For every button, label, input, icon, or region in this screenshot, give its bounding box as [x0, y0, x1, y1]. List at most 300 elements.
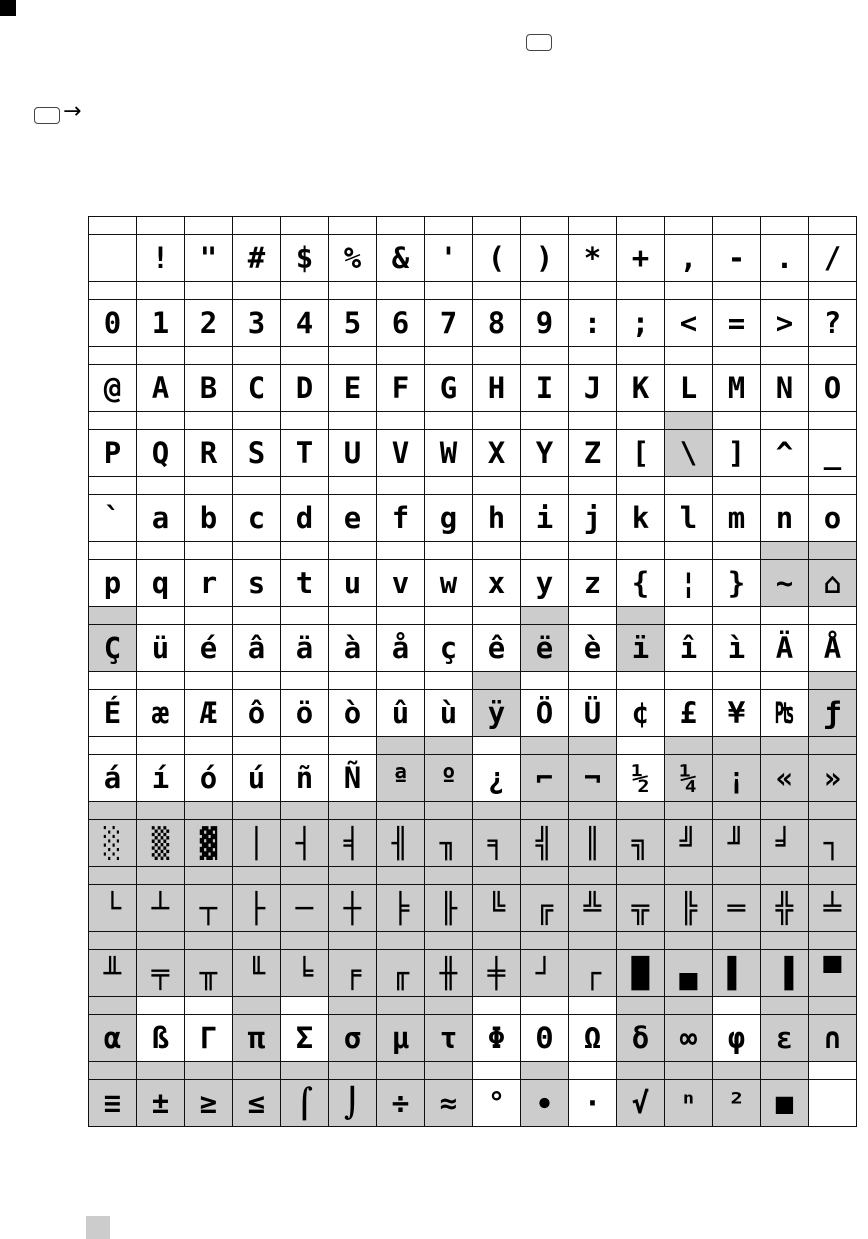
glyph-cell: ≡	[89, 1080, 137, 1127]
glyph-cell: ╟	[425, 885, 473, 932]
glyph-cell: [	[617, 430, 665, 477]
code-cell	[425, 737, 473, 755]
glyph-cell: b	[185, 495, 233, 542]
code-cell	[137, 1062, 185, 1080]
glyph-cell	[809, 1080, 857, 1127]
glyph-cell	[89, 235, 137, 282]
code-cell	[521, 477, 569, 495]
glyph-cell: P	[89, 430, 137, 477]
code-cell	[473, 217, 521, 235]
code-cell	[425, 932, 473, 950]
glyph-cell: ¦	[665, 560, 713, 607]
glyph-cell: W	[425, 430, 473, 477]
code-cell	[329, 412, 377, 430]
glyph-cell: y	[521, 560, 569, 607]
glyph-cell: ▀	[809, 950, 857, 997]
glyph-cell: e	[329, 495, 377, 542]
glyph-cell: Ñ	[329, 755, 377, 802]
glyph-cell: `	[89, 495, 137, 542]
glyph-cell: â	[233, 625, 281, 672]
glyph-cell: ┬	[185, 885, 233, 932]
code-cell	[185, 802, 233, 820]
code-cell	[473, 347, 521, 365]
glyph-cell: ê	[473, 625, 521, 672]
code-row	[89, 477, 857, 495]
code-cell	[521, 282, 569, 300]
glyph-cell: +	[617, 235, 665, 282]
code-row	[89, 542, 857, 560]
corner-mark	[0, 0, 16, 16]
code-cell	[89, 802, 137, 820]
code-cell	[665, 1062, 713, 1080]
glyph-row	[89, 430, 857, 477]
glyph-cell: ù	[425, 690, 473, 737]
code-cell	[89, 997, 137, 1015]
code-cell	[521, 347, 569, 365]
code-cell	[569, 737, 617, 755]
code-cell	[89, 542, 137, 560]
glyph-cell: ä	[281, 625, 329, 672]
glyph-cell: φ	[713, 1015, 761, 1062]
code-cell	[89, 412, 137, 430]
glyph-cell: H	[473, 365, 521, 412]
code-cell	[665, 347, 713, 365]
glyph-cell: å	[377, 625, 425, 672]
glyph-cell: ²	[713, 1080, 761, 1127]
code-cell	[137, 607, 185, 625]
glyph-cell: Å	[809, 625, 857, 672]
code-cell	[89, 1062, 137, 1080]
code-cell	[377, 477, 425, 495]
glyph-cell: 1	[137, 300, 185, 347]
glyph-cell: u	[329, 560, 377, 607]
code-row	[89, 997, 857, 1015]
code-cell	[233, 412, 281, 430]
code-cell	[809, 607, 857, 625]
glyph-cell: '	[425, 235, 473, 282]
glyph-cell: Y	[521, 430, 569, 477]
glyph-cell: ╔	[521, 885, 569, 932]
glyph-cell: 9	[521, 300, 569, 347]
code-cell	[425, 477, 473, 495]
code-row	[89, 802, 857, 820]
code-cell	[377, 867, 425, 885]
glyph-cell: î	[665, 625, 713, 672]
glyph-cell: 6	[377, 300, 425, 347]
glyph-cell: ⌂	[809, 560, 857, 607]
code-cell	[665, 607, 713, 625]
code-cell	[425, 1062, 473, 1080]
code-cell	[377, 932, 425, 950]
glyph-cell: E	[329, 365, 377, 412]
glyph-cell: C	[233, 365, 281, 412]
code-cell	[665, 217, 713, 235]
glyph-cell: \	[665, 430, 713, 477]
code-cell	[425, 347, 473, 365]
glyph-cell: X	[473, 430, 521, 477]
code-cell	[521, 607, 569, 625]
glyph-cell: Ü	[569, 690, 617, 737]
code-cell	[569, 282, 617, 300]
code-row	[89, 282, 857, 300]
code-cell	[233, 672, 281, 690]
code-cell	[377, 1062, 425, 1080]
code-cell	[617, 802, 665, 820]
glyph-cell: ╩	[569, 885, 617, 932]
code-cell	[185, 932, 233, 950]
code-cell	[569, 347, 617, 365]
glyph-cell: p	[89, 560, 137, 607]
code-cell	[473, 802, 521, 820]
glyph-cell: Θ	[521, 1015, 569, 1062]
code-cell	[713, 477, 761, 495]
code-cell	[233, 737, 281, 755]
code-cell	[137, 932, 185, 950]
code-cell	[425, 672, 473, 690]
code-cell	[617, 347, 665, 365]
code-cell	[473, 477, 521, 495]
glyph-cell: J	[569, 365, 617, 412]
glyph-cell: ╜	[713, 820, 761, 867]
code-cell	[569, 1062, 617, 1080]
right-arrow-icon: →	[63, 99, 82, 124]
code-cell	[569, 997, 617, 1015]
glyph-cell: ∙	[521, 1080, 569, 1127]
glyph-row	[89, 365, 857, 412]
code-cell	[617, 672, 665, 690]
glyph-cell: ╡	[329, 820, 377, 867]
glyph-cell: #	[233, 235, 281, 282]
code-cell	[137, 542, 185, 560]
code-cell	[713, 802, 761, 820]
glyph-cell: :	[569, 300, 617, 347]
glyph-cell: U	[329, 430, 377, 477]
glyph-cell: "	[185, 235, 233, 282]
code-cell	[569, 867, 617, 885]
code-cell	[761, 282, 809, 300]
glyph-cell: z	[569, 560, 617, 607]
glyph-cell: q	[137, 560, 185, 607]
code-cell	[281, 737, 329, 755]
glyph-cell: m	[713, 495, 761, 542]
code-cell	[329, 867, 377, 885]
character-code-table	[88, 216, 857, 1127]
glyph-cell: ç	[425, 625, 473, 672]
glyph-cell: ½	[617, 755, 665, 802]
code-cell	[761, 867, 809, 885]
glyph-cell: S	[233, 430, 281, 477]
code-cell	[185, 672, 233, 690]
glyph-cell: ε	[761, 1015, 809, 1062]
glyph-cell: ƒ	[809, 690, 857, 737]
code-cell	[761, 802, 809, 820]
code-cell	[473, 672, 521, 690]
code-cell	[377, 412, 425, 430]
code-cell	[809, 477, 857, 495]
code-cell	[185, 997, 233, 1015]
glyph-cell: ≥	[185, 1080, 233, 1127]
glyph-cell: ░	[89, 820, 137, 867]
glyph-cell: !	[137, 235, 185, 282]
glyph-cell: v	[377, 560, 425, 607]
glyph-row	[89, 235, 857, 282]
code-cell	[473, 737, 521, 755]
code-cell	[377, 282, 425, 300]
glyph-row	[89, 625, 857, 672]
code-cell	[329, 477, 377, 495]
glyph-cell: ╙	[233, 950, 281, 997]
code-cell	[425, 217, 473, 235]
code-cell	[233, 217, 281, 235]
glyph-cell: ∩	[809, 1015, 857, 1062]
code-cell	[89, 672, 137, 690]
glyph-cell: ⁿ	[665, 1080, 713, 1127]
code-cell	[329, 997, 377, 1015]
code-cell	[713, 282, 761, 300]
glyph-cell: à	[329, 625, 377, 672]
code-row	[89, 347, 857, 365]
glyph-cell: ,	[665, 235, 713, 282]
code-cell	[569, 932, 617, 950]
glyph-cell: ╞	[377, 885, 425, 932]
code-cell	[569, 802, 617, 820]
code-cell	[473, 412, 521, 430]
code-cell	[617, 477, 665, 495]
code-cell	[521, 542, 569, 560]
glyph-cell: á	[89, 755, 137, 802]
glyph-cell: ë	[521, 625, 569, 672]
code-cell	[521, 737, 569, 755]
code-cell	[329, 802, 377, 820]
code-cell	[281, 282, 329, 300]
code-cell	[665, 867, 713, 885]
glyph-cell: ╢	[377, 820, 425, 867]
glyph-cell: Æ	[185, 690, 233, 737]
code-cell	[425, 867, 473, 885]
code-cell	[233, 542, 281, 560]
glyph-cell: /	[809, 235, 857, 282]
glyph-cell: 7	[425, 300, 473, 347]
glyph-cell: ├	[233, 885, 281, 932]
glyph-cell: ·	[569, 1080, 617, 1127]
glyph-cell: ∞	[665, 1015, 713, 1062]
glyph-cell: Ö	[521, 690, 569, 737]
glyph-row	[89, 820, 857, 867]
glyph-cell: Σ	[281, 1015, 329, 1062]
glyph-cell: f	[377, 495, 425, 542]
glyph-cell: a	[137, 495, 185, 542]
glyph-cell: ╚	[473, 885, 521, 932]
code-cell	[617, 282, 665, 300]
code-cell	[521, 412, 569, 430]
glyph-cell: ║	[569, 820, 617, 867]
code-cell	[281, 802, 329, 820]
glyph-cell: ╓	[377, 950, 425, 997]
code-cell	[569, 217, 617, 235]
code-cell	[617, 412, 665, 430]
code-cell	[761, 1062, 809, 1080]
glyph-cell: ╖	[425, 820, 473, 867]
code-cell	[665, 672, 713, 690]
glyph-cell: <	[665, 300, 713, 347]
code-cell	[809, 672, 857, 690]
glyph-cell: ╗	[617, 820, 665, 867]
glyph-cell: ╪	[473, 950, 521, 997]
code-cell	[713, 412, 761, 430]
code-cell	[89, 282, 137, 300]
code-cell	[137, 867, 185, 885]
code-cell	[137, 282, 185, 300]
code-cell	[473, 1062, 521, 1080]
code-cell	[665, 997, 713, 1015]
code-cell	[809, 867, 857, 885]
code-cell	[473, 867, 521, 885]
code-cell	[809, 997, 857, 1015]
glyph-cell: °	[473, 1080, 521, 1127]
code-row	[89, 1062, 857, 1080]
glyph-cell: ╘	[281, 950, 329, 997]
glyph-cell: Ω	[569, 1015, 617, 1062]
glyph-cell: K	[617, 365, 665, 412]
glyph-cell: t	[281, 560, 329, 607]
glyph-cell: 4	[281, 300, 329, 347]
code-cell	[713, 347, 761, 365]
code-row	[89, 412, 857, 430]
code-cell	[713, 217, 761, 235]
code-cell	[665, 802, 713, 820]
code-cell	[809, 412, 857, 430]
code-cell	[425, 282, 473, 300]
glyph-cell: ┴	[137, 885, 185, 932]
glyph-cell: ┤	[281, 820, 329, 867]
glyph-cell: ╣	[521, 820, 569, 867]
code-cell	[281, 607, 329, 625]
glyph-cell: ?	[809, 300, 857, 347]
glyph-cell: √	[617, 1080, 665, 1127]
glyph-cell: }	[713, 560, 761, 607]
code-cell	[713, 607, 761, 625]
glyph-cell: %	[329, 235, 377, 282]
code-cell	[329, 1062, 377, 1080]
glyph-cell: ^	[761, 430, 809, 477]
glyph-cell: w	[425, 560, 473, 607]
glyph-row	[89, 950, 857, 997]
glyph-cell: █	[617, 950, 665, 997]
glyph-cell: ╫	[425, 950, 473, 997]
glyph-cell: &	[377, 235, 425, 282]
glyph-cell: $	[281, 235, 329, 282]
glyph-cell: n	[761, 495, 809, 542]
code-cell	[185, 737, 233, 755]
code-cell	[761, 347, 809, 365]
glyph-cell: -	[713, 235, 761, 282]
glyph-cell: ⌡	[329, 1080, 377, 1127]
glyph-cell: >	[761, 300, 809, 347]
code-cell	[137, 997, 185, 1015]
glyph-cell: B	[185, 365, 233, 412]
glyph-cell: Φ	[473, 1015, 521, 1062]
code-cell	[281, 1062, 329, 1080]
glyph-cell: ■	[761, 1080, 809, 1127]
glyph-row	[89, 1080, 857, 1127]
code-cell	[617, 217, 665, 235]
glyph-cell: .	[761, 235, 809, 282]
code-cell	[809, 802, 857, 820]
glyph-cell: h	[473, 495, 521, 542]
glyph-cell: í	[137, 755, 185, 802]
code-cell	[329, 607, 377, 625]
glyph-cell: »	[809, 755, 857, 802]
glyph-cell: *	[569, 235, 617, 282]
glyph-cell: Z	[569, 430, 617, 477]
glyph-cell: ö	[281, 690, 329, 737]
glyph-cell: @	[89, 365, 137, 412]
code-cell	[281, 932, 329, 950]
glyph-cell: û	[377, 690, 425, 737]
glyph-cell: ╧	[809, 885, 857, 932]
code-cell	[521, 672, 569, 690]
code-cell	[713, 672, 761, 690]
code-cell	[89, 347, 137, 365]
key-icon-top	[526, 34, 552, 51]
code-cell	[425, 997, 473, 1015]
glyph-cell: π	[233, 1015, 281, 1062]
code-cell	[329, 542, 377, 560]
code-cell	[569, 412, 617, 430]
code-cell	[761, 477, 809, 495]
glyph-cell: ╕	[473, 820, 521, 867]
code-cell	[329, 672, 377, 690]
glyph-cell: _	[809, 430, 857, 477]
glyph-cell: j	[569, 495, 617, 542]
glyph-cell: G	[425, 365, 473, 412]
code-cell	[761, 412, 809, 430]
code-cell	[185, 607, 233, 625]
code-cell	[761, 542, 809, 560]
code-cell	[617, 997, 665, 1015]
glyph-cell: æ	[137, 690, 185, 737]
code-row	[89, 672, 857, 690]
code-cell	[473, 932, 521, 950]
code-cell	[233, 477, 281, 495]
glyph-cell: ≤	[233, 1080, 281, 1127]
shade-legend-swatch	[86, 1216, 110, 1239]
glyph-cell: ¿	[473, 755, 521, 802]
code-cell	[185, 542, 233, 560]
glyph-cell: └	[89, 885, 137, 932]
code-cell	[137, 347, 185, 365]
code-cell	[281, 217, 329, 235]
code-cell	[185, 412, 233, 430]
code-cell	[137, 802, 185, 820]
glyph-cell: k	[617, 495, 665, 542]
code-cell	[617, 737, 665, 755]
code-cell	[521, 867, 569, 885]
glyph-cell: ╦	[617, 885, 665, 932]
code-cell	[185, 347, 233, 365]
code-cell	[281, 347, 329, 365]
glyph-cell: 5	[329, 300, 377, 347]
code-cell	[665, 282, 713, 300]
glyph-cell: ▒	[137, 820, 185, 867]
code-cell	[89, 737, 137, 755]
glyph-cell: ï	[617, 625, 665, 672]
glyph-cell: ⌐	[521, 755, 569, 802]
code-cell	[761, 217, 809, 235]
glyph-cell: è	[569, 625, 617, 672]
glyph-cell: ╥	[185, 950, 233, 997]
glyph-cell: 8	[473, 300, 521, 347]
